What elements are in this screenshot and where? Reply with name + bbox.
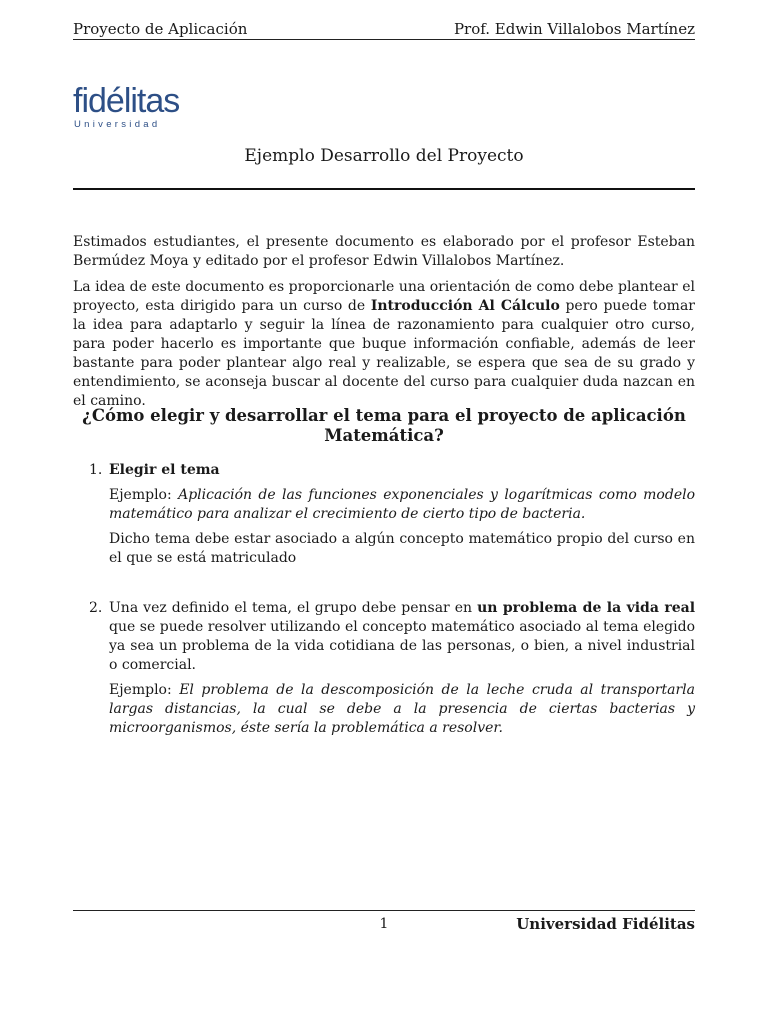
header-professor: Prof. Edwin Villalobos Martínez (453, 20, 695, 38)
document-page (73, 0, 695, 1024)
list-item-number: 2. (89, 600, 103, 616)
page-number: 1 (379, 916, 389, 932)
example-text: Aplicación de las funciones exponenciales y logarítmicas como modelo matemático para analizar el crecimiento de cierto tipo de bacteria. (109, 487, 696, 522)
list-item-body (109, 599, 695, 744)
header-course-title: Proyecto de Aplicación (73, 20, 248, 38)
example-line (109, 681, 695, 738)
example-label: Ejemplo: (109, 682, 180, 698)
list-item-title: Elegir el tema (109, 462, 220, 478)
purpose-paragraph (73, 278, 695, 411)
logo-subtitle: Universidad (74, 119, 161, 130)
fidelitas-logo (73, 66, 183, 130)
purpose-text-end: pero puede tomar la idea para adaptarlo y seguir la línea de razonamiento para cualquier otro curso, para poder hacerlo es importante que buque información confiable, además de leer bastante para poder plantear algo real y realizable, se espera que sea de su grado y entendimiento, se aconseja buscar al docente del curso para cualquier duda nazcan en el camino. (73, 298, 695, 409)
example-label: Ejemplo: (109, 487, 179, 503)
example-line (109, 486, 695, 524)
intro-paragraph: Estimados estudiantes, el presente documento es elaborado por el profesor Esteban Bermúdez Moya y editado por el profesor Edwin Villalobos Martínez. (73, 234, 695, 269)
list-item-number: 1. (89, 462, 103, 478)
footer-university: Universidad Fidélitas (516, 915, 695, 933)
fidelitas-logo-graphic (73, 66, 183, 130)
course-name: Introducción Al Cálculo (370, 298, 560, 314)
header-rule (73, 39, 695, 40)
logo-wordmark: fidélitas (73, 82, 180, 120)
real-life-problem: un problema de la vida real (477, 600, 696, 616)
list-item-body (109, 461, 695, 574)
example-text: El problema de la descomposición de la leche cruda al transportarla largas distancias, la cual se debe a la presencia de ciertas bacterias y microorganismos, éste sería la problemática a resolver. (109, 682, 696, 736)
section-heading: ¿Cómo elegir y desarrollar el tema para el proyecto de aplicación Matemática? (82, 406, 686, 445)
list-item-note: Dicho tema debe estar asociado a algún concepto matemático propio del curso en el que se está matriculado (109, 531, 695, 566)
purpose-text-start: La idea de este documento es proporcionarle una orientación de como debe plantear el proyecto, esta dirigido para un curso de (73, 279, 695, 314)
document-title: Ejemplo Desarrollo del Proyecto (244, 146, 524, 166)
running-header (73, 16, 695, 38)
title-rule (73, 188, 695, 190)
footer-rule (73, 910, 695, 911)
list-item-text: Una vez definido el tema, el grupo debe pensar en un problema de la vida real que se puede resolver utilizando el concepto matemático asociado al tema elegido ya sea un problema de la vida cotidiana de las personas, o bien, a nivel industrial o comercial. (109, 600, 696, 673)
